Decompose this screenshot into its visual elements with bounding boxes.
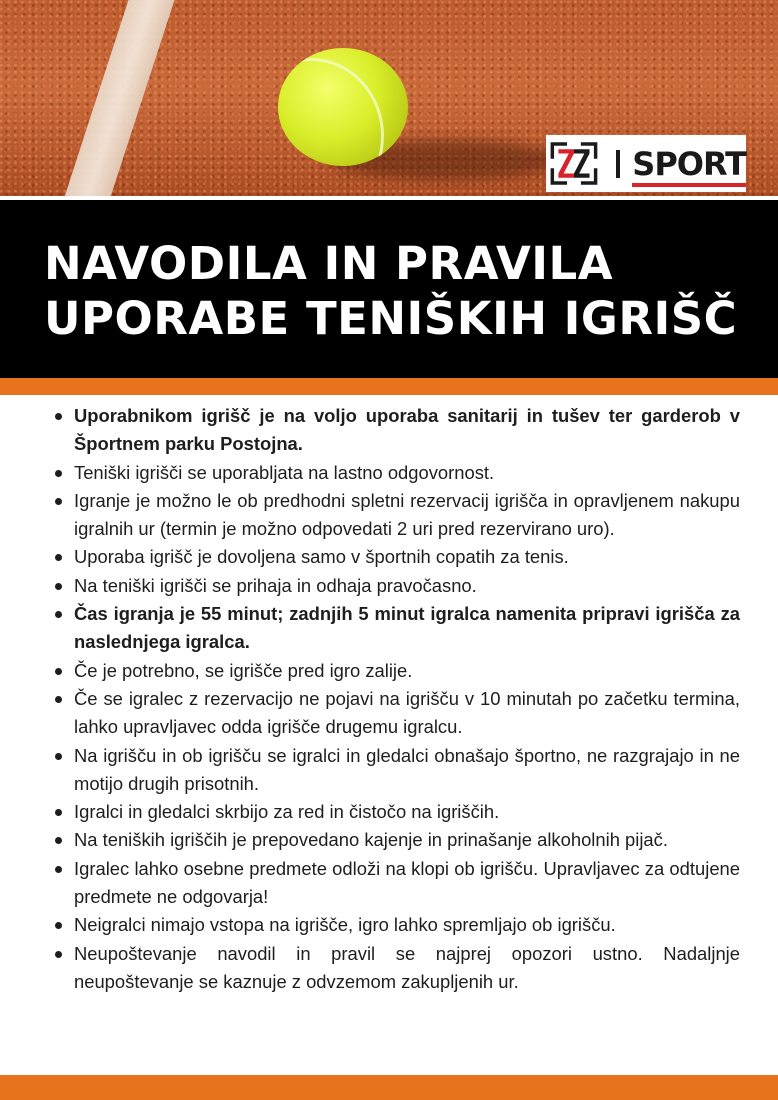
logo-underline xyxy=(632,183,746,187)
tennis-ball-image xyxy=(278,48,408,166)
title-line-1: NAVODILA IN PRAVILA xyxy=(44,237,614,290)
sport-logo xyxy=(546,135,746,192)
rule-item: Uporaba igrišč je dovoljena samo v športnih copatih za tenis. xyxy=(52,543,740,571)
hero-image-tennis-court xyxy=(0,0,778,196)
logo-wordmark xyxy=(632,144,746,183)
logo-text: SPORT xyxy=(632,144,746,183)
logo-divider xyxy=(616,150,620,178)
rule-item: Neigralci nimajo vstopa na igrišče, igro lahko spremljajo ob igrišču. xyxy=(52,911,740,939)
rule-item: Če je potrebno, se igrišče pred igro zalije. xyxy=(52,657,740,685)
rule-item: Igranje je možno le ob predhodni spletni rezervacij igrišča in opravljenem nakupu igralnih ur (termin je možno odpovedati 2 uri pred rezervirano uro). xyxy=(52,487,740,544)
rule-item: Na igrišču in ob igrišču se igralci in gledalci obnašajo športno, ne razgrajajo in ne motijo drugih prisotnih. xyxy=(52,742,740,799)
rules-list xyxy=(52,402,740,996)
rule-item: Na teniški igrišči se prihaja in odhaja pravočasno. xyxy=(52,572,740,600)
title-band xyxy=(0,200,778,378)
zz-logo-icon xyxy=(548,136,600,191)
rule-item: Na teniških igriščih je prepovedano kajenje in prinašanje alkoholnih pijač. xyxy=(52,826,740,854)
page-title xyxy=(44,236,737,346)
rule-item: Če se igralec z rezervacijo ne pojavi na igrišču v 10 minutah po začetku termina, lahko upravljavec odda igrišče drugemu igralcu. xyxy=(52,685,740,742)
orange-divider-top xyxy=(0,378,778,395)
rule-item: Igralci in gledalci skrbijo za red in čistočo na igriščih. xyxy=(52,798,740,826)
court-line xyxy=(57,0,181,196)
rule-item: Igralec lahko osebne predmete odloži na klopi ob igrišču. Upravljavec za odtujene predmete ne odgovarja! xyxy=(52,855,740,912)
rule-item: Čas igranja je 55 minut; zadnjih 5 minut igralca namenita pripravi igrišča za naslednjega igralca. xyxy=(52,600,740,657)
rule-item: Teniški igrišči se uporabljata na lastno odgovornost. xyxy=(52,459,740,487)
title-line-2: UPORABE TENIŠKIH IGRIŠČ xyxy=(44,292,738,345)
rule-item: Uporabnikom igrišč je na voljo uporaba sanitarij in tušev ter garderob v Športnem parku Postojna. xyxy=(52,402,740,459)
rule-item: Neupoštevanje navodil in pravil se najprej opozori ustno. Nadaljnje neupoštevanje se kaznuje z odvzemom zakupljenih ur. xyxy=(52,940,740,997)
orange-divider-bottom xyxy=(0,1075,778,1100)
